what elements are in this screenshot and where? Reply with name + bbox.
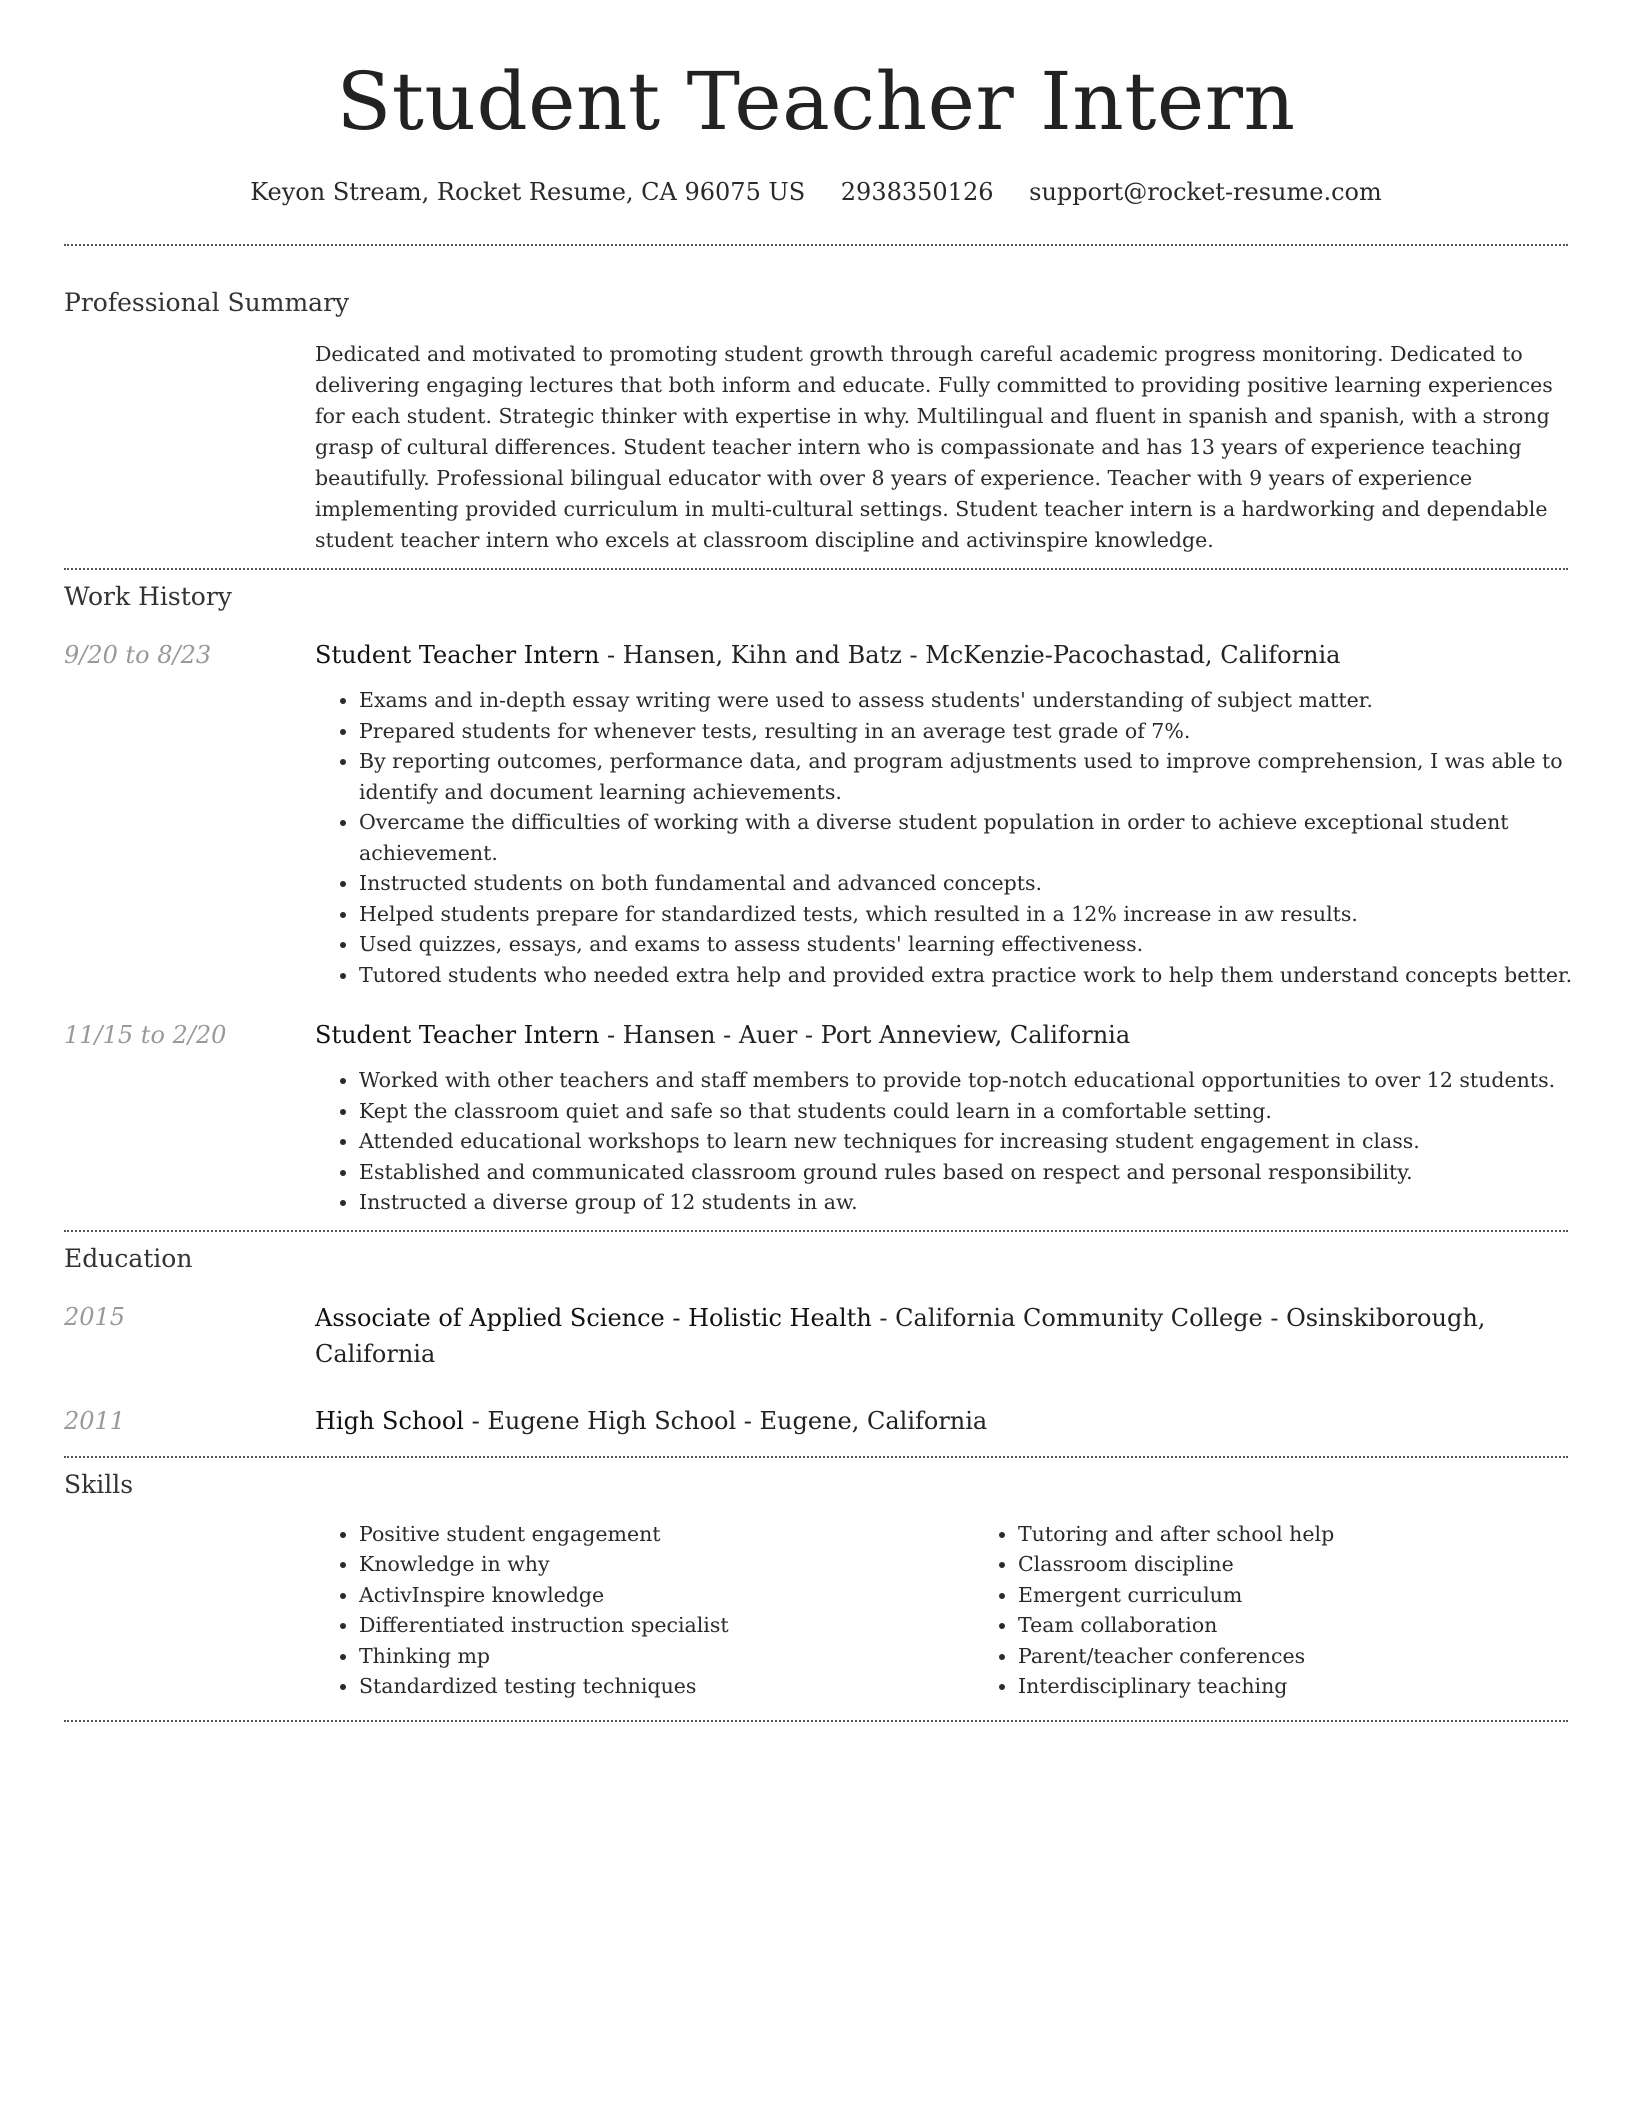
- job-title: Student Teacher Intern: [315, 1021, 600, 1049]
- list-item: • Exams and in-depth essay writing were used to assess students' understanding of subject matter.: [359, 685, 1612, 716]
- education-degree: Associate of Applied Science - Holistic Health: [315, 1303, 872, 1332]
- skills-list-right: [974, 1519, 1632, 1702]
- summary-text: Dedicated and motivated to promoting student growth through careful academic progress monitoring. Dedicated to delivering engaging lectures that both inform and educate. Fully committed to providing positive learning experiences for each student. Strategic thinker with expertise in why. Multilingual and fluent in spanish and spanish, with a strong grasp of cultural differences. Student teacher intern who is compassionate and has 13 years of experience teaching beautifully. Professional bilingual educator with over 8 years of experience. Teacher with 9 years of experience implementing provided curriculum in multi-cultural settings. Student teacher intern is a hardworking and dependable student teacher intern who excels at classroom discipline and activinspire knowledge.: [315, 342, 1553, 552]
- job-dates: 11/15 to 2/20: [64, 1021, 227, 1049]
- job-heading: [315, 638, 1568, 672]
- list-item: • Helped students prepare for standardized tests, which resulted in a 12% increase in aw results.: [359, 899, 1612, 930]
- list-item: • Overcame the difficulties of working with a diverse student population in order to achieve exceptional student achievement.: [359, 807, 1612, 868]
- resume-page: [64, 0, 1573, 1722]
- divider: [64, 1720, 1568, 1722]
- list-item: • Established and communicated classroom ground rules based on respect and personal responsibility.: [359, 1157, 1612, 1188]
- job-dates: 9/20 to 8/23: [64, 641, 212, 669]
- education-heading: [315, 1404, 1568, 1438]
- list-item: • Interdisciplinary teaching: [1018, 1671, 1632, 1702]
- skills-list-left: [315, 1519, 974, 1702]
- education-section: [64, 1232, 1568, 1438]
- list-item: • ActivInspire knowledge: [359, 1580, 974, 1611]
- section-heading-skills: Skills: [64, 1469, 134, 1499]
- list-item: • Emergent curriculum: [1018, 1580, 1632, 1611]
- education-year: 2015: [64, 1302, 126, 1331]
- list-item: • Tutoring and after school help: [1018, 1519, 1632, 1550]
- list-item: • Attended educational workshops to learn new techniques for increasing student engagement in class.: [359, 1126, 1612, 1157]
- contact-address: Keyon Stream, Rocket Resume, CA 96075 US: [250, 178, 806, 206]
- list-item: • Kept the classroom quiet and safe so that students could learn in a comfortable setting.: [359, 1096, 1612, 1127]
- contact-phone: 2938350126: [840, 178, 994, 206]
- education-entry: [64, 1300, 1568, 1372]
- list-item: • Knowledge in why: [359, 1549, 974, 1580]
- education-degree: High School: [315, 1406, 464, 1435]
- summary-section: [64, 246, 1568, 556]
- section-heading-summary: Professional Summary: [64, 288, 350, 317]
- list-item: • Thinking mp: [359, 1641, 974, 1672]
- resume-name: Student Teacher Intern: [336, 55, 1296, 148]
- education-year: 2011: [64, 1406, 126, 1435]
- education-entry: [64, 1404, 1568, 1438]
- job-heading: [315, 1018, 1568, 1052]
- list-item: • Prepared students for whenever tests, resulting in an average test grade of 7%.: [359, 716, 1612, 747]
- list-item: • Standardized testing techniques: [359, 1671, 974, 1702]
- education-details: - California Community College - Osinskiborough, California: [315, 1303, 1486, 1368]
- job-bullets: [315, 685, 1612, 990]
- list-item: • Differentiated instruction specialist: [359, 1610, 974, 1641]
- list-item: • Used quizzes, essays, and exams to assess students' learning effectiveness.: [359, 929, 1612, 960]
- education-details: - Eugene High School - Eugene, California: [463, 1406, 988, 1435]
- job-details: - Hansen, Kihn and Batz - McKenzie-Pacochastad, California: [599, 641, 1341, 669]
- work-section: [64, 570, 1573, 1218]
- list-item: • Worked with other teachers and staff members to provide top-notch educational opportunities to over 12 students.: [359, 1065, 1612, 1096]
- job-details: - Hansen - Auer - Port Anneview, California: [599, 1021, 1131, 1049]
- skills-section: [64, 1458, 1568, 1702]
- list-item: • Tutored students who needed extra help and provided extra practice work to help them understand concepts better.: [359, 960, 1612, 991]
- job-title: Student Teacher Intern: [315, 641, 600, 669]
- list-item: • Instructed students on both fundamental and advanced concepts.: [359, 868, 1612, 899]
- list-item: • Positive student engagement: [359, 1519, 974, 1550]
- list-item: • Team collaboration: [1018, 1610, 1632, 1641]
- list-item: • Parent/teacher conferences: [1018, 1641, 1632, 1672]
- job-entry: [64, 1018, 1568, 1218]
- list-item: • Instructed a diverse group of 12 students in aw.: [359, 1187, 1612, 1218]
- section-heading-education: Education: [64, 1243, 193, 1273]
- job-entry: [64, 638, 1573, 990]
- list-item: • Classroom discipline: [1018, 1549, 1632, 1580]
- education-heading: [315, 1300, 1568, 1372]
- job-bullets: [315, 1065, 1612, 1218]
- section-heading-work: Work History: [64, 582, 232, 611]
- contact-line: [64, 176, 1568, 208]
- contact-email: support@rocket-resume.com: [1029, 178, 1382, 206]
- list-item: • By reporting outcomes, performance data, and program adjustments used to improve comprehension, I was able to identify and document learning achievements.: [359, 746, 1612, 807]
